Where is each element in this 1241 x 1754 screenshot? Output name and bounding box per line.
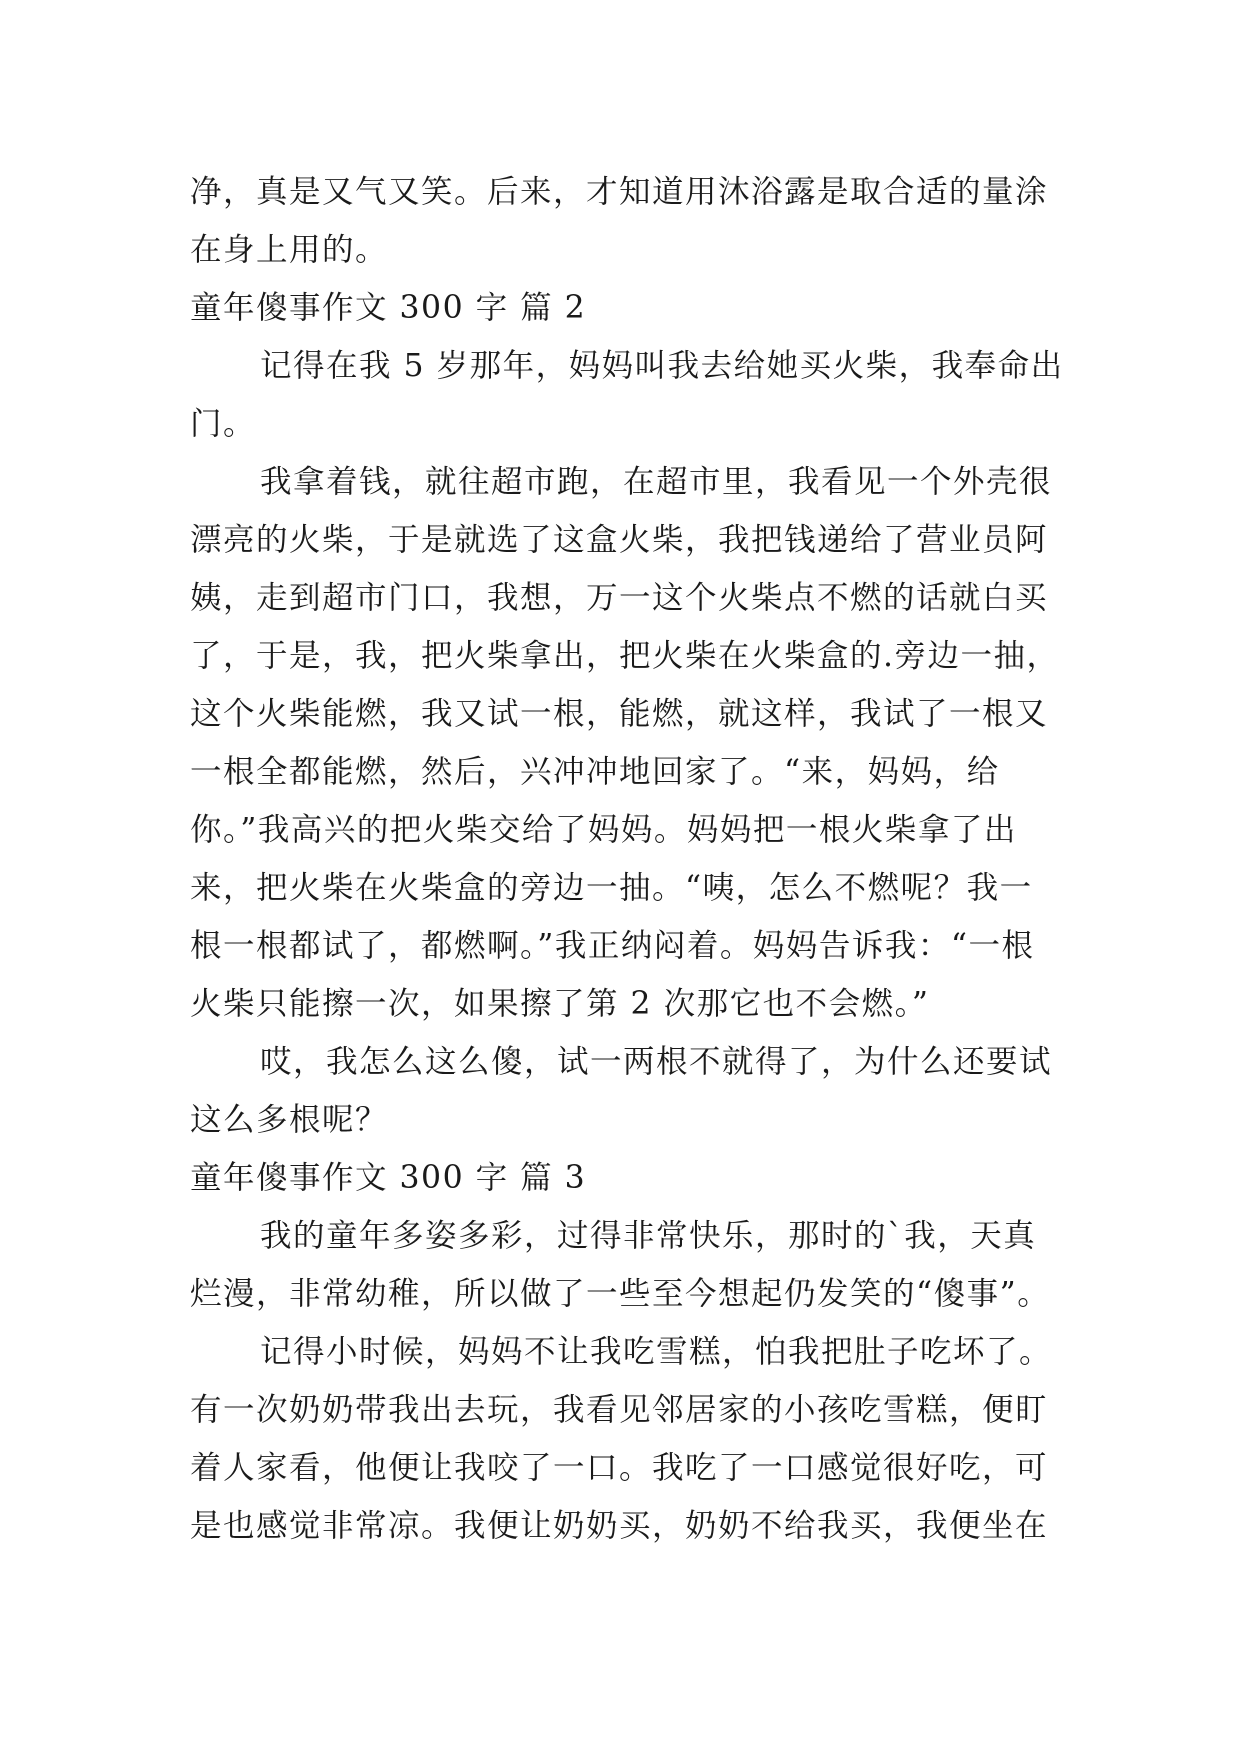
text-line-2: 在身上用的。 — [190, 232, 389, 268]
text-line-23: 着人家看，他便让我咬了一口。我吃了一口感觉很好吃，可 — [190, 1450, 1049, 1486]
section-heading-3: 童年傻事作文 300 字 篇 3 — [190, 1160, 587, 1196]
text-line-14: 根一根都试了，都燃啊。”我正纳闷着。妈妈告诉我：“一根 — [190, 928, 1035, 964]
text-line-4: 记得在我 5 岁那年，妈妈叫我去给她买火柴，我奉命出 — [260, 348, 1064, 384]
text-line-9: 了，于是，我，把火柴拿出，把火柴在火柴盒的.旁边一抽， — [190, 638, 1060, 674]
text-line-21: 记得小时候，妈妈不让我吃雪糕，怕我把肚子吃坏了。 — [260, 1334, 1053, 1370]
text-line-12: 你。”我高兴的把火柴交给了妈妈。妈妈把一根火柴拿了出 — [190, 812, 1017, 848]
text-line-20: 烂漫，非常幼稚，所以做了一些至今想起仍发笑的“傻事”。 — [190, 1276, 1051, 1312]
text-line-6: 我拿着钱，就往超市跑，在超市里，我看见一个外壳很 — [260, 464, 1053, 500]
text-line-19: 我的童年多姿多彩，过得非常快乐，那时的`我，天真 — [260, 1218, 1037, 1254]
text-line-15: 火柴只能擦一次，如果擦了第 2 次那它也不会燃。” — [190, 986, 930, 1022]
text-line-5: 门。 — [190, 406, 257, 442]
text-line-1: 净，真是又气又笑。后来，才知道用沐浴露是取合适的量涂 — [190, 174, 1049, 210]
text-line-8: 姨，走到超市门口，我想，万一这个火柴点不燃的话就白买 — [190, 580, 1049, 616]
text-line-24: 是也感觉非常凉。我便让奶奶买，奶奶不给我买，我便坐在 — [190, 1508, 1049, 1544]
text-line-7: 漂亮的火柴，于是就选了这盒火柴，我把钱递给了营业员阿 — [190, 522, 1049, 558]
document-body — [190, 163, 1064, 1555]
text-line-16: 哎，我怎么这么傻，试一两根不就得了，为什么还要试 — [260, 1044, 1053, 1080]
text-line-22: 有一次奶奶带我出去玩，我看见邻居家的小孩吃雪糕，便盯 — [190, 1392, 1049, 1428]
text-line-13: 来，把火柴在火柴盒的旁边一抽。“咦，怎么不燃呢？我一 — [190, 870, 1033, 906]
text-line-17: 这么多根呢？ — [190, 1102, 389, 1138]
text-line-10: 这个火柴能燃，我又试一根，能燃，就这样，我试了一根又 — [190, 696, 1049, 732]
section-heading-2: 童年傻事作文 300 字 篇 2 — [190, 290, 587, 326]
text-line-11: 一根全都能燃，然后，兴冲冲地回家了。“来，妈妈，给 — [190, 754, 1000, 790]
